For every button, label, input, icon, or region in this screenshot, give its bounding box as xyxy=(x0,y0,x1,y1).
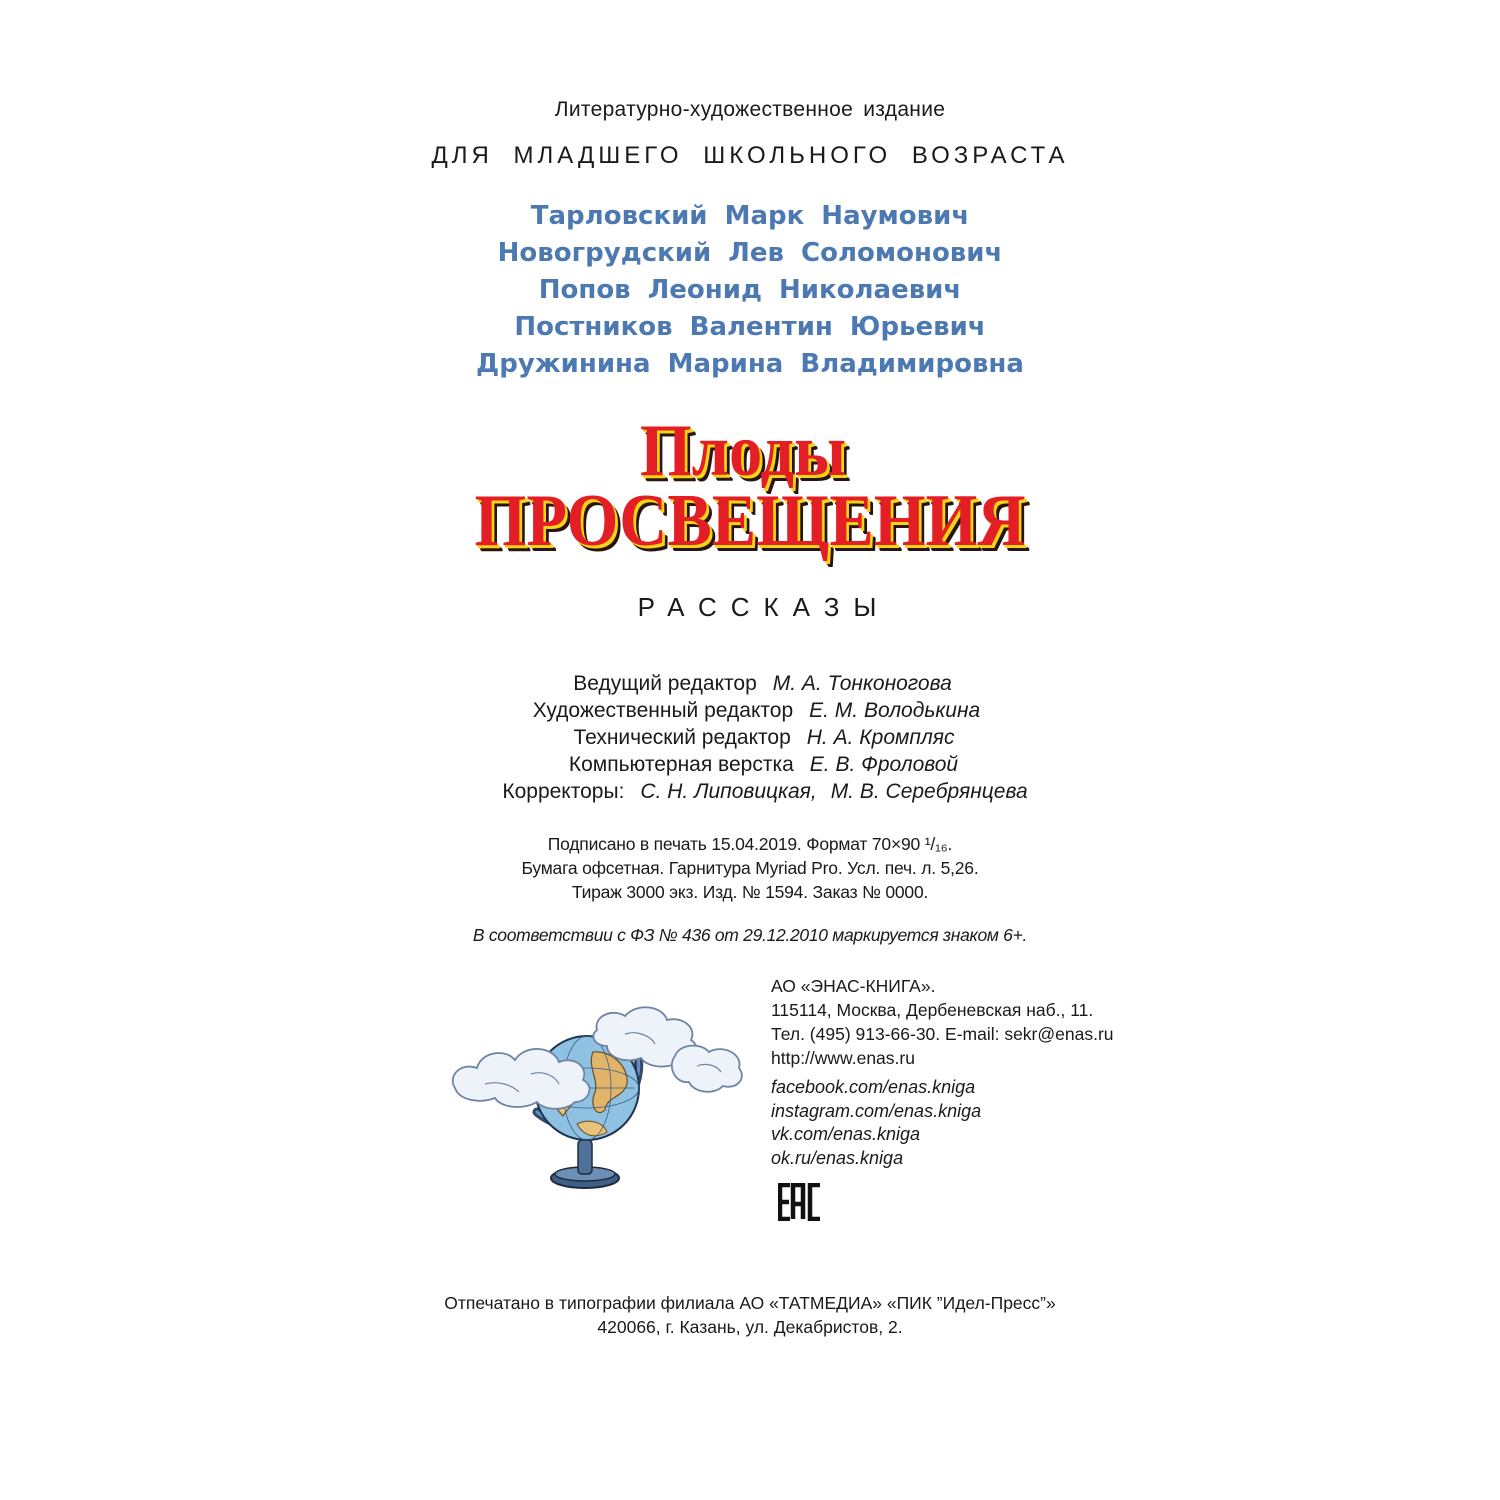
genre: РАССКАЗЫ xyxy=(637,592,891,622)
book-title xyxy=(0,410,1500,562)
eac-mark-icon xyxy=(778,1183,822,1221)
author-name: Постников Валентин Юрьевич xyxy=(514,312,986,342)
author-name: Тарловский Марк Наумович xyxy=(530,201,970,231)
printer-info xyxy=(0,1291,1500,1339)
credit-person: Н. А. Кромпляс xyxy=(806,726,955,749)
credit-line xyxy=(27,751,1500,778)
author-name: Новогрудский Лев Соломонович xyxy=(497,238,1003,268)
credit-role: Художественный редактор xyxy=(532,699,794,722)
author-name: Попов Леонид Николаевич xyxy=(538,275,962,305)
credit-line xyxy=(30,778,1500,805)
publisher-name: АО «ЭНАС-КНИГА». xyxy=(771,976,936,996)
edition-type: Литературно-художественное издание xyxy=(554,98,946,121)
print-spec-line: Бумага офсетная. Гарнитура Myriad Pro. Усл. печ. л. 5,26. xyxy=(521,858,979,878)
social-links xyxy=(771,1076,981,1170)
credit-role: Компьютерная верстка xyxy=(568,753,794,776)
credit-person: Е. В. Фроловой xyxy=(809,753,959,776)
publisher-phone-email[interactable]: Тел. (495) 913-66-30. E-mail: sekr@enas.ru xyxy=(771,1024,1114,1044)
publisher-address: 115114, Москва, Дербеневская наб., 11. xyxy=(771,1000,1094,1020)
social-link-ok[interactable]: ok.ru/enas.kniga xyxy=(771,1147,904,1168)
credit-line xyxy=(28,724,1500,751)
book-title-line-1: Плоды xyxy=(639,410,847,492)
credit-person: М. А. Тонконогова xyxy=(772,672,952,695)
publisher-info xyxy=(771,974,1114,1070)
credit-role: Технический редактор xyxy=(573,726,791,749)
printer-name: Отпечатано в типографии филиала АО «ТАТМЕДИА» «ПИК ”Идел-Пресс”» xyxy=(444,1293,1056,1313)
print-spec-line: Тираж 3000 экз. Изд. № 1594. Заказ № 0000. xyxy=(571,882,929,902)
print-spec-line: Подписано в печать 15.04.2019. Формат 70×90 ¹/₁₆. xyxy=(547,834,953,854)
author-list xyxy=(0,198,1500,383)
author-name: Дружинина Марина Владимировна xyxy=(476,349,1024,379)
age-group: ДЛЯ МЛАДШЕГО ШКОЛЬНОГО ВОЗРАСТА xyxy=(431,142,1069,169)
editorial-credits xyxy=(0,670,1500,805)
social-link-vk[interactable]: vk.com/enas.kniga xyxy=(771,1124,921,1144)
credit-role: Корректоры: xyxy=(502,780,625,803)
age-rating-notice: В соответствии с ФЗ № 436 от 29.12.2010 маркируется знаком 6+. xyxy=(472,925,1028,945)
social-link-instagram[interactable]: instagram.com/enas.kniga xyxy=(771,1100,982,1121)
credit-person: М. В. Серебрянцева xyxy=(830,780,1028,803)
credit-role: Ведущий редактор xyxy=(573,672,757,695)
social-link-facebook[interactable]: facebook.com/enas.kniga xyxy=(771,1077,976,1097)
credit-person: С. Н. Липовицкая, xyxy=(640,780,817,803)
publisher-website-link[interactable]: http://www.enas.ru xyxy=(771,1048,915,1068)
globe-with-clouds-icon xyxy=(447,1000,747,1195)
credit-line xyxy=(13,697,1500,724)
book-title-line-2: ПРОСВЕЩЕНИЯ xyxy=(474,480,1026,562)
credit-person: Е. М. Володькина xyxy=(809,699,981,722)
print-specs xyxy=(0,832,1500,904)
printer-address: 420066, г. Казань, ул. Декабристов, 2. xyxy=(597,1317,903,1337)
credit-line xyxy=(25,670,1500,697)
